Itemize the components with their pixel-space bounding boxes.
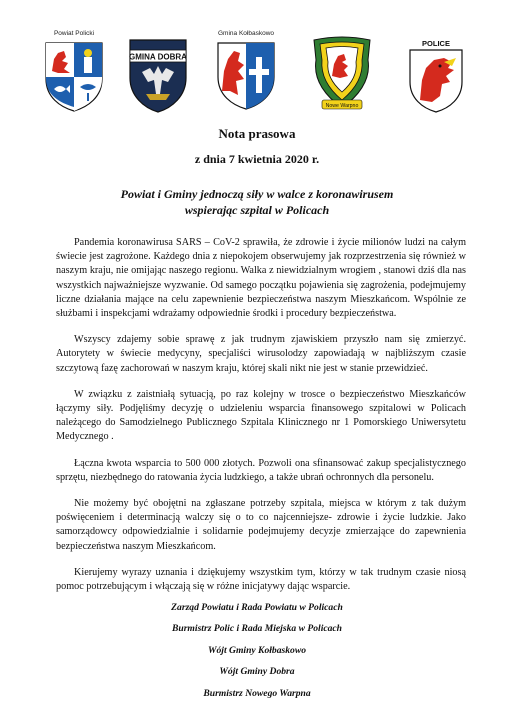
powiat-policki-crest-icon — [44, 41, 104, 113]
crests-row — [0, 30, 514, 120]
document-date: z dnia 7 kwietnia 2020 r. — [194, 152, 320, 166]
document-title: Nota prasowa — [218, 126, 296, 141]
police-label: POLICE — [422, 39, 450, 48]
paragraph: Pandemia koronawirusa SARS – CoV-2 sprawiła, że zdrowie i życie milionów ludzi na całym świecie jest zagrożone. Każdego dnia z niepokojem obserwujemy jak rozprzestrzenia się również w naszym kraju, nie omijając naszego regionu. Walka z niewidzialnym wrogiem , stanowi dziś dla nas wszystkich najważniejsze wyzwanie. Od samego początku pojawienia się zagrożenia, podejmujemy liczne działania mające na celu zapewnienie bezpieczeństwa naszym Mieszkańcom. Wspólnie ze służbami i inspekcjami wdrażamy odpowiednie środki i procedury bezpieczeństwa. — [56, 237, 466, 320]
signatures-block — [0, 601, 514, 708]
document-body — [56, 236, 466, 606]
crest-label: Powiat Policki — [53, 30, 95, 37]
paragraph: Łączna kwota wsparcia to 500 000 złotych. Pozwoli ona sfinansować zakup specjalistycznego sprzętu, niezbędnego do ratowania życia ludzkiego, a także ubrań ochronnych dla personelu. — [56, 457, 466, 483]
document-subtitle-line1: Powiat i Gminy jednoczą siły w walce z koronawirusem — [120, 187, 394, 201]
crest-label: Gmina Kołbaskowo — [218, 30, 274, 37]
signature-line: Wójt Gminy Dobra — [219, 666, 295, 678]
gmina-kolbaskowo-crest-icon — [216, 41, 276, 111]
paragraph: Kierujemy wyrazy uznania i dziękujemy wszystkim tym, którzy w tak trudnym czasie niosą pomoc potrzebującym i włączają się w różne inicjatywy dając wsparcie. — [56, 566, 466, 593]
nowe-warpno-crest-icon — [312, 36, 372, 114]
document-subtitle-line2: wspierając szpital w Policach — [184, 203, 330, 217]
paragraph: Wszyscy zdajemy sobie sprawę z jak trudnym zjawiskiem przyszło nam się zmierzyć. Autorytety w świecie medycyny, specjaliści wirusolodzy zapowiadają w najbliższym czasie szczytową fazę zachorowań w naszym kraju, której skali nikt nie jest w stanie przewidzieć. — [56, 334, 466, 374]
signature-line: Wójt Gminy Kołbaskowo — [207, 644, 307, 656]
paragraph: W związku z zaistniałą sytuacją, po raz kolejny w trosce o bezpieczeństwo Mieszkańców łączymy siły. Podjęliśmy decyzję o udzieleniu wsparcia finansowego szpitalowi w Policach należącego do Samodzielnego Publicznego Szpitala Klinicznego nr 1 Pomorskiego Uniwersytetu Medycznego . — [56, 388, 466, 443]
signature-line: Burmistrz Nowego Warpna — [203, 687, 311, 699]
signature-line: Burmistrz Polic i Rada Miejska w Policach — [171, 623, 343, 635]
nowe-warpno-label: Nowe Warpno — [325, 103, 359, 109]
paragraph: Nie możemy być obojętni na zgłaszane potrzeby szpitala, miejsca w którym z tak dużym poświęceniem i determinacją walczy się o to co najcenniejsze- zdrowie i życie ludzkie. Jako samorządowcy odpowiedzialnie i solidarnie podejmujemy decyzje zmierzające do zapewnienia bezpieczeństwa naszym Mieszkańcom. — [56, 498, 466, 552]
signature-line: Zarząd Powiatu i Rada Powiatu w Policach — [171, 602, 343, 613]
police-crest-icon — [406, 38, 466, 114]
gmina-dobra-label: GMINA DOBRA — [129, 52, 187, 62]
gmina-dobra-crest-icon — [128, 38, 188, 114]
